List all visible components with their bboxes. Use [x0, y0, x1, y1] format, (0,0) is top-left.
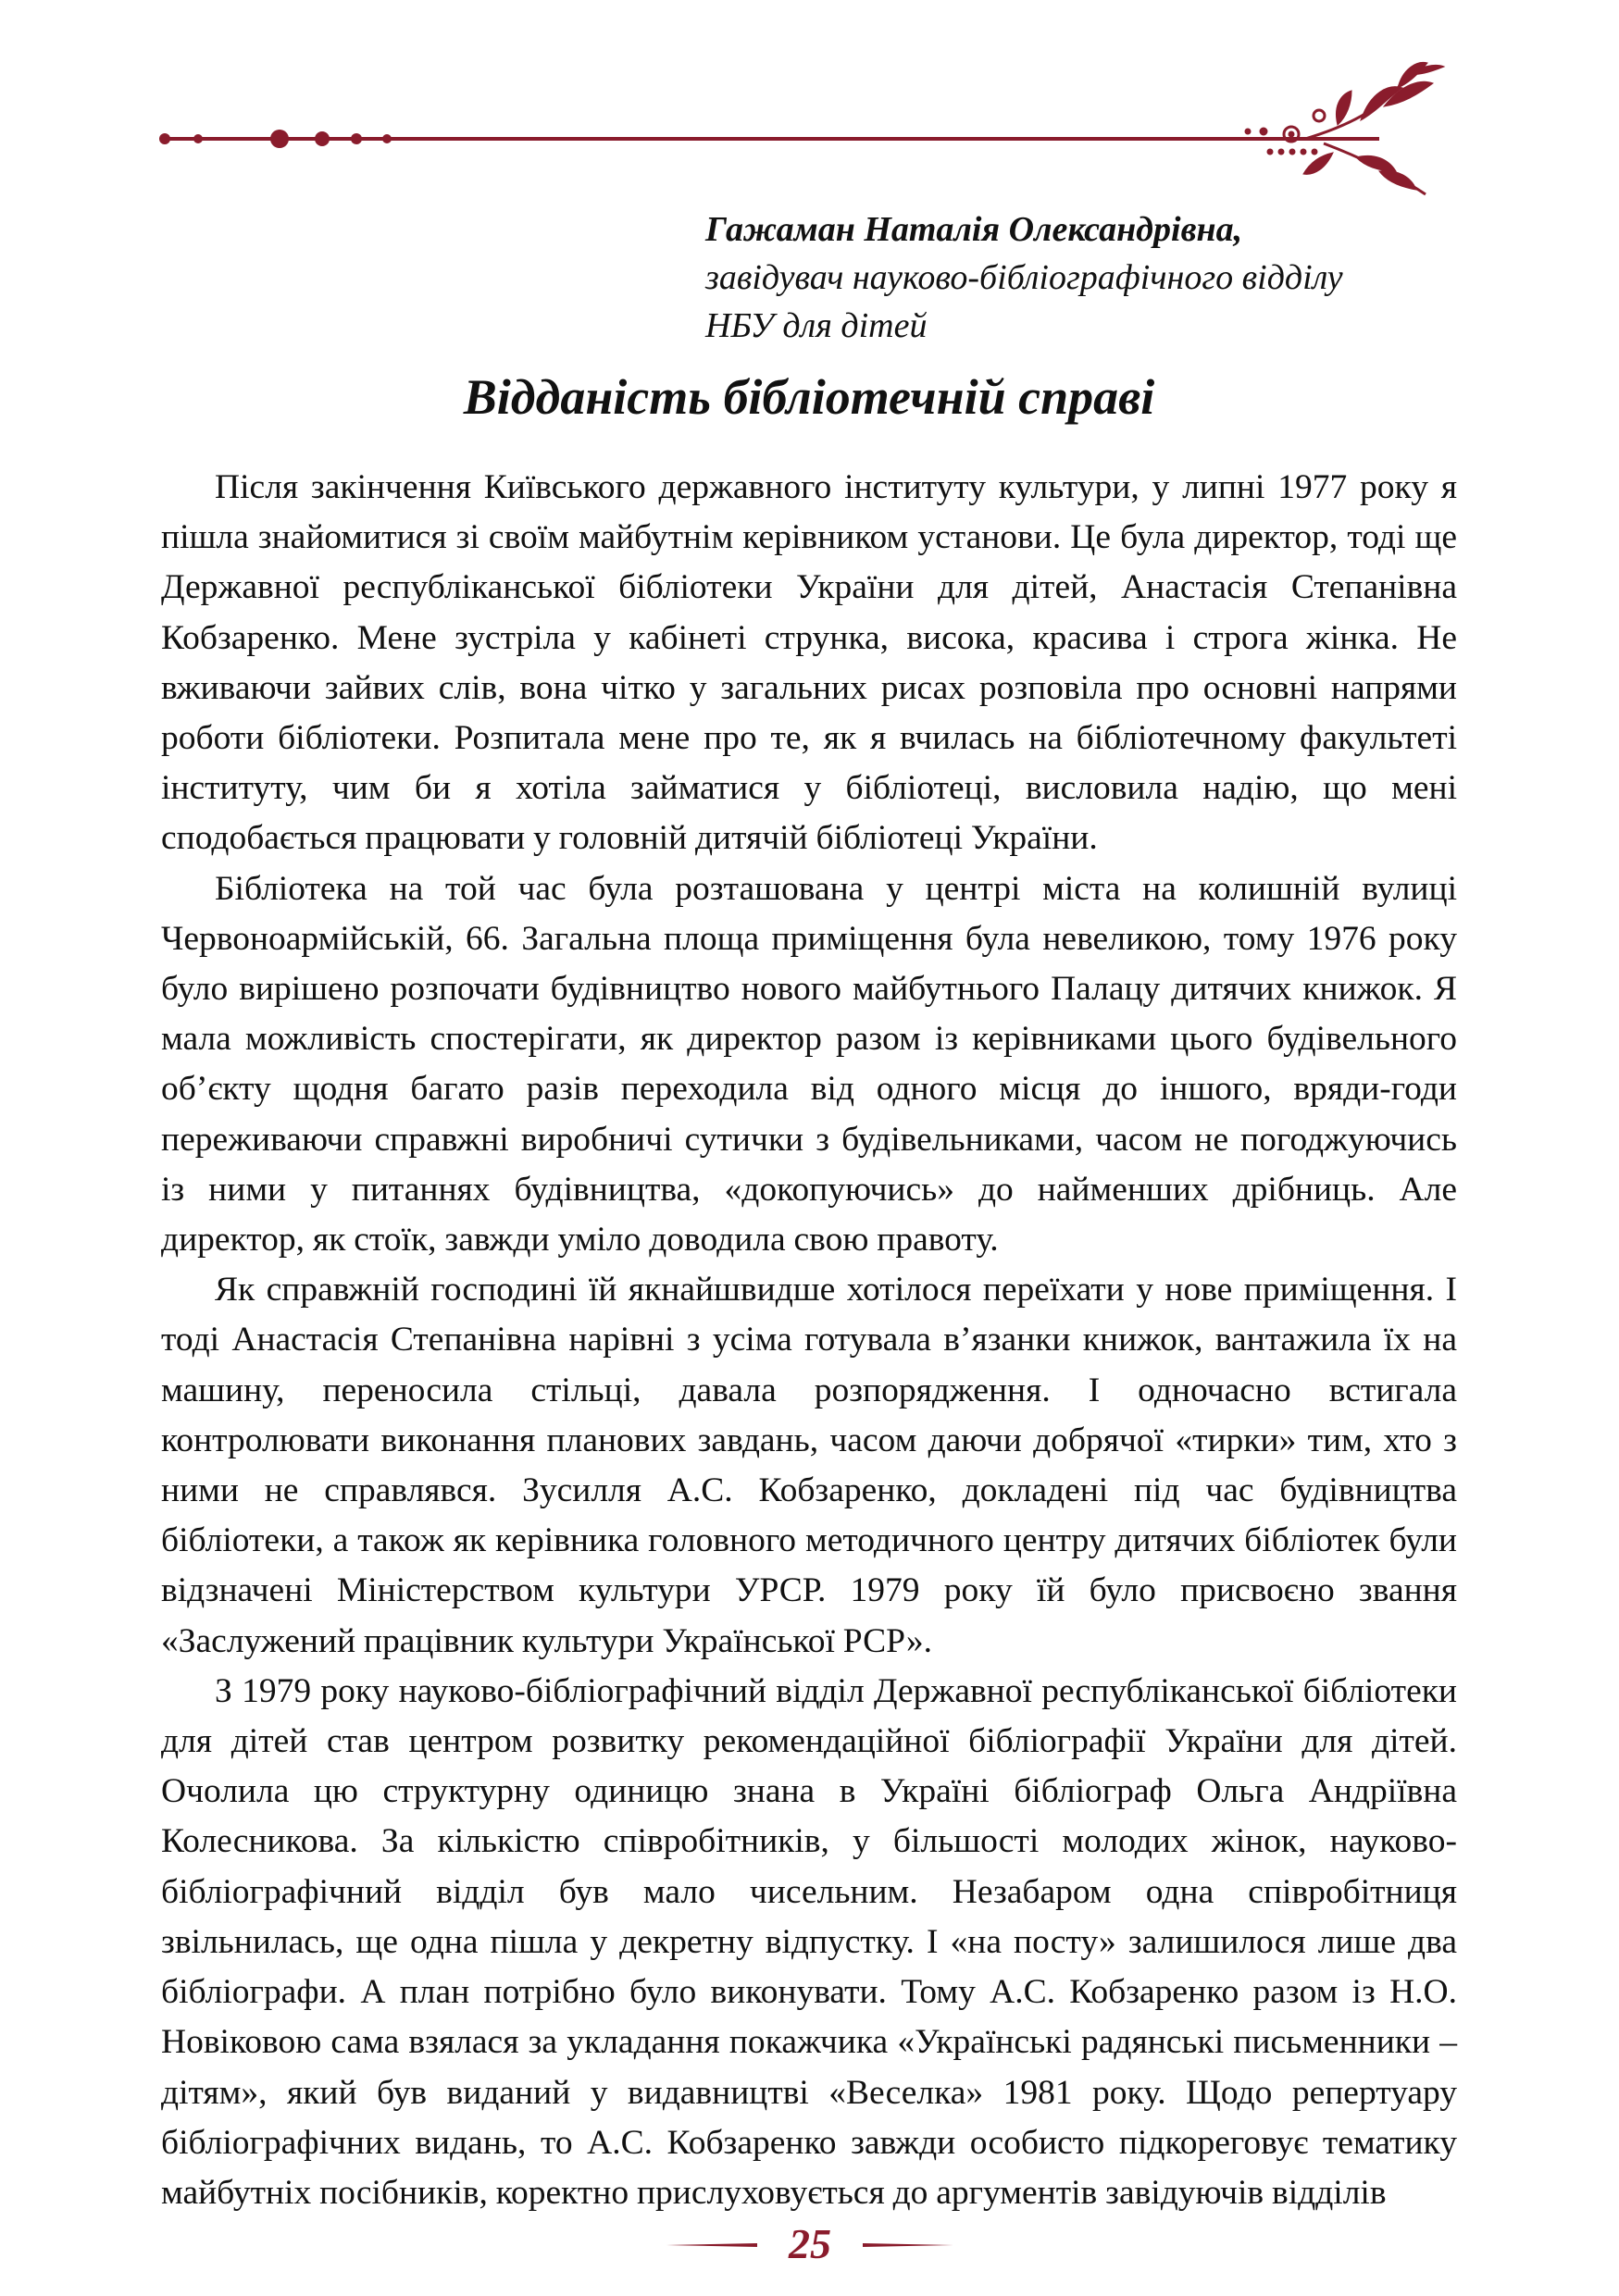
- author-position-line1: завідувач науково-бібліографічного відділу: [705, 258, 1343, 297]
- page-footer: [648, 2212, 972, 2277]
- article-title: Відданість бібліотечній справі: [463, 369, 1155, 425]
- top-ornament: [157, 56, 1472, 204]
- author-block: [705, 205, 1501, 350]
- paragraph: З 1979 року науково-бібліографічний відділ Державної республіканської бібліотеки для дітей став центром розвитку рекомендаційної бібліографії України для дітей. Очолила цю структурну одиницю знана в Україні бібліограф Ольга Андріївна Колесникова. За кількістю співробітників, у більшості молодих жінок, науково-бібліографічний відділ був мало чисельним. Незабаром одна співробітниця звільнилась, ще одна пішла у декретну відпустку. І «на посту» залишилося лише два бібліографи. А план потрібно було виконувати. Тому А.С. Кобзаренко разом із Н.О. Новіковою сама взялася за укладання покажчика «Українські радянські письменники – дітям», який був виданий у видавництві «Веселка» 1981 року. Щодо репертуару бібліографічних видань, то А.С. Кобзаренко завжди особисто підкореговує тематику майбутніх посібників, коректно прислуховується до аргументів завідуючів відділів: [161, 1671, 1457, 2212]
- ornament-line: [159, 130, 1379, 148]
- paragraph: Бібліотека на той час була розташована у центрі міста на колишній вулиці Червоноармійській, 66. Загальна площа приміщення була невеликою, тому 1976 року було вирішено розпочати будівництво нового майбутнього Палацу дитячих книжок. Я мала можливість спостерігати, як директор разом із керівниками цього будівельного об’єкту щодня багато разів переходила від одного місця до іншого, вряди-годи переживаючи справжні виробничі сутички з будівельниками, часом не погоджуючись із ними у питаннях будівництва, «докопуючись» до найменших дрібниць. Але директор, як стоїк, завжди уміло доводила свою правоту.: [161, 869, 1457, 1260]
- article-body: [161, 463, 1457, 2218]
- page-number: 25: [789, 2220, 831, 2267]
- author-name: Гажаман Наталія Олександрівна,: [705, 210, 1243, 249]
- floral-ornament-icon: [1245, 62, 1444, 194]
- paragraph: Як справжній господині їй якнайшвидше хотілося переїхати у нове приміщення. І тоді Анастасія Степанівна нарівні з усіма готувала в’язанки книжок, вантажила їх на машину, переносила стільці, давала розпорядження. І одночасно встигала контролювати виконання планових завдань, часом даючи добрячої «тирки» тим, хто з ними не справлявся. Зусилля А.С. Кобзаренко, докладені під час будівництва бібліотеки, а також як керівника головного методичного центру дитячих бібліотек були відзначені Міністерством культури УРСР. 1979 року їй було присвоєно звання «Заслужений працівник культури Української РСР».: [161, 1271, 1457, 1660]
- paragraph: Після закінчення Київського державного інституту культури, у липні 1977 року я пішла знайомитися зі своїм майбутнім керівником установи. Це була директор, тоді ще Державної республіканської бібліотеки України для дітей, Анастасія Степанівна Кобзаренко. Мене зустріла у кабінеті струнка, висока, красива і строга жінка. Не вживаючи зайвих слів, вона чітко у загальних рисах розповіла про основні напрями роботи бібліотеки. Розпитала мене про те, як я вчилась на бібліотечному факультеті інституту, чим би я хотіла займатися у бібліотеці, висловила надію, що мені сподобається працювати у головній дитячій бібліотеці України.: [161, 468, 1457, 858]
- author-position-line2: НБУ для дітей: [705, 306, 928, 345]
